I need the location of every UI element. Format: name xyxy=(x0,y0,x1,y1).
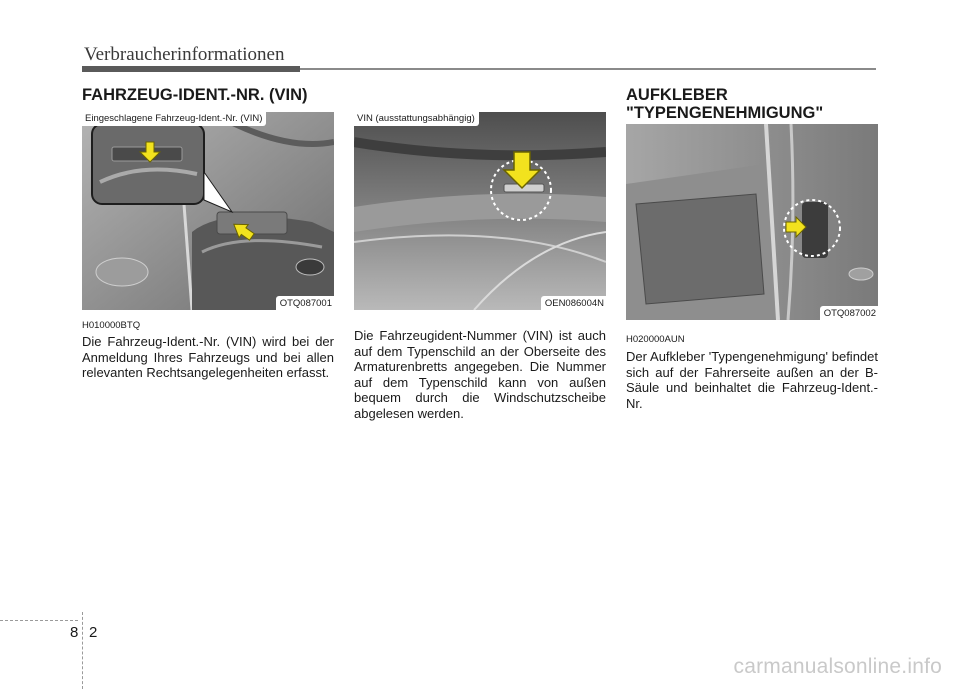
header-rule xyxy=(300,68,876,70)
section-title-vin: FAHRZEUG-IDENT.-NR. (VIN) xyxy=(82,86,308,104)
header-title: Verbraucherinformationen xyxy=(84,44,285,65)
b-pillar-illustration xyxy=(626,124,878,320)
footer-divider xyxy=(82,612,83,689)
page-number: 2 xyxy=(89,624,98,641)
chapter-number: 8 xyxy=(70,624,79,641)
figure-label-vin-optional: VIN (ausstattungsabhängig) xyxy=(354,112,479,126)
dashboard-illustration xyxy=(354,112,606,310)
watermark: carmanualsonline.info xyxy=(733,655,942,678)
section-title-type-approval xyxy=(626,86,878,122)
reference-code: H020000AUN xyxy=(626,334,685,345)
section-title-line2: "TYPENGENEHMIGUNG" xyxy=(626,104,824,122)
figure-code: OEN086004N xyxy=(541,296,606,310)
figure-door-sill xyxy=(82,112,334,310)
body-text-vin: Die Fahrzeug-Ident.-Nr. (VIN) wird bei der Anmeldung Ihres Fahrzeugs und bei allen relevanten Rechtsangelegenheiten erfasst. xyxy=(82,334,334,380)
section-title-line1: AUFKLEBER xyxy=(626,86,728,104)
figure-b-pillar xyxy=(626,124,878,320)
header-bar xyxy=(82,66,300,72)
body-text-dashboard: Die Fahrzeugident-Nummer (VIN) ist auch auf dem Typenschild an der Oberseite des Armaturenbretts angegeben. Die Nummer auf dem Typenschild kann von außen bequem durch die Windschutzscheibe abgelesen werden. xyxy=(354,328,606,421)
figure-label-vin: Eingeschlagene Fahrzeug-Ident.-Nr. (VIN) xyxy=(82,112,266,126)
reference-code: H010000BTQ xyxy=(82,320,141,331)
door-sill-illustration xyxy=(82,112,334,310)
figure-dashboard xyxy=(354,112,606,310)
footer-rule xyxy=(0,620,78,621)
figure-code: OTQ087001 xyxy=(276,296,334,310)
figure-code: OTQ087002 xyxy=(820,306,878,320)
body-text-type-approval: Der Aufkleber 'Typengenehmigung' befindet sich auf der Fahrerseite außen an der B-Säule und beinhaltet die Fahrzeug-Ident.-Nr. xyxy=(626,349,878,411)
